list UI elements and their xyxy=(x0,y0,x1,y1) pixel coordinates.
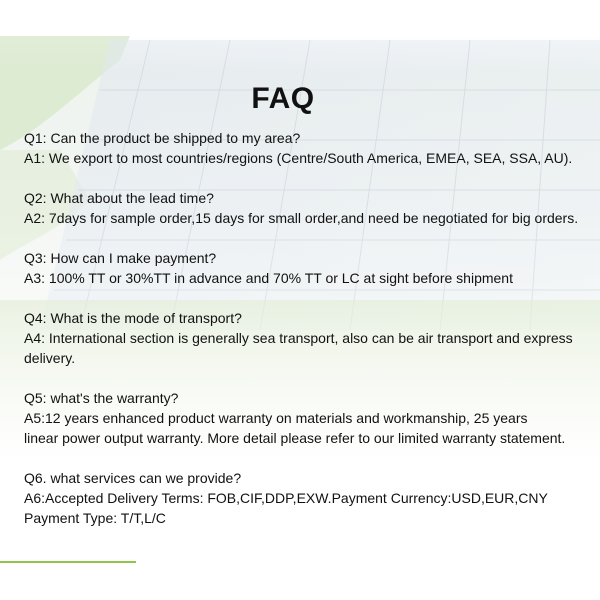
faq-question: Q6. what services can we provide? xyxy=(24,470,242,486)
page-title: FAQ xyxy=(251,82,315,115)
faq-question: Q4: What is the mode of transport? xyxy=(24,310,242,326)
faq-question: Q3: How can I make payment? xyxy=(24,250,217,266)
faq-item-6 xyxy=(24,468,596,528)
faq-answer: A2: 7days for sample order,15 days for small order,and need be negotiated for big orders. xyxy=(24,210,579,226)
faq-item-2 xyxy=(24,188,596,228)
faq-answer-continued: linear power output warranty. More detail please refer to our limited warranty statement. xyxy=(24,430,566,446)
faq-question: Q5: what's the warranty? xyxy=(24,390,179,406)
faq-answer-continued: Payment Type: T/T,L/C xyxy=(24,510,166,526)
faq-answer: A6:Accepted Delivery Terms: FOB,CIF,DDP,EXW.Payment Currency:USD,EUR,CNY xyxy=(24,490,548,506)
faq-answer-continued: delivery. xyxy=(24,350,76,366)
faq-item-4 xyxy=(24,308,596,368)
faq-answer: A1: We export to most countries/regions (Centre/South America, EMEA, SEA, SSA, AU). xyxy=(24,150,573,166)
faq-answer: A5:12 years enhanced product warranty on materials and workmanship, 25 years xyxy=(24,410,528,426)
faq-list xyxy=(24,128,596,528)
accent-divider xyxy=(0,561,136,563)
faq-item-3 xyxy=(24,248,596,288)
faq-question: Q2: What about the lead time? xyxy=(24,190,214,206)
faq-item-1 xyxy=(24,128,596,168)
faq-answer: A4: International section is generally sea transport, also can be air transport and express xyxy=(24,330,573,346)
faq-question: Q1: Can the product be shipped to my area? xyxy=(24,130,301,146)
faq-answer: A3: 100% TT or 30%TT in advance and 70% TT or LC at sight before shipment xyxy=(24,270,513,286)
faq-item-5 xyxy=(24,388,596,448)
